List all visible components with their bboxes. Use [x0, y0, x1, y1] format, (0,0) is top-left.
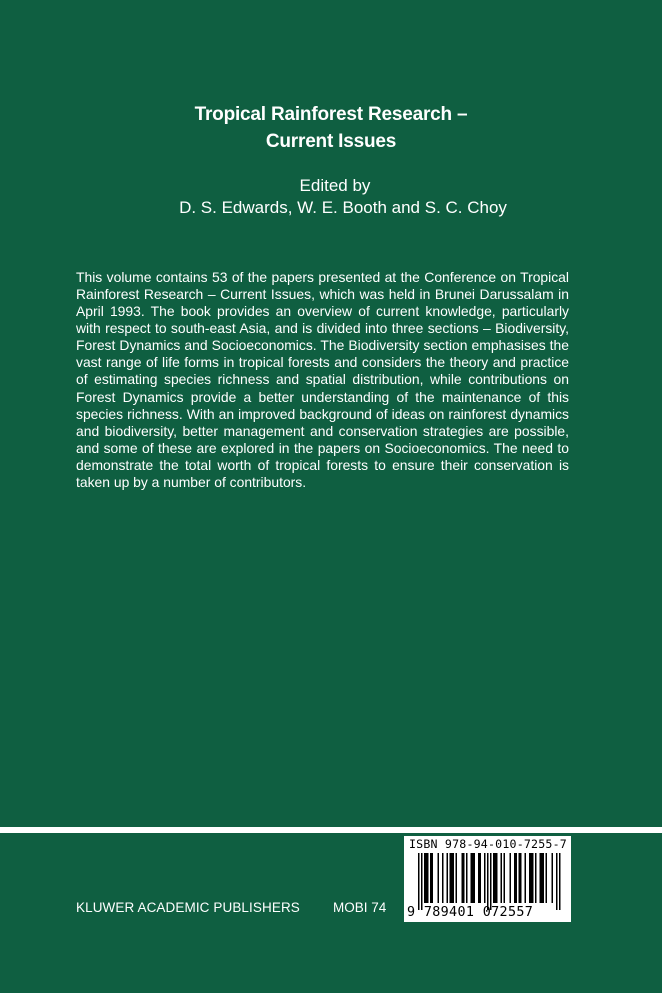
barcode-bar [450, 853, 455, 903]
book-description: This volume contains 53 of the papers presented at the Conference on Tropical Rainforest Research – Current Issues, which was held in Brunei Darussalam in April 1993. The book provides an overview of current knowledge, particularly with respect to south-east Asia, and is divided into three sections – Biodiversity, Forest Dynamics and Socioeconomics. The Biodiversity section emphasises the vast range of life forms in tropical forests and considers the theory and practice of estimating species richness and spatial distribution, while contributions on Forest Dynamics provide a better understanding of the maintenance of this species richness. With an improved background of ideas on rainforest dynamics and biodiversity, better management and conservation strategies are possible, and some of these are explored in the papers on Socioeconomics. The need to demonstrate the total worth of tropical forests to ensure their conservation is taken up by a number of contributors. [76, 268, 569, 491]
barcode-bar [501, 853, 503, 903]
editor-names: D. S. Edwards, W. E. Booth and S. C. Choy [179, 198, 507, 217]
barcode-guard-bar [490, 853, 492, 910]
barcode-bar [471, 853, 476, 903]
ean-digits: 9 789401 072557 [407, 905, 534, 920]
barcode-bar [519, 853, 522, 903]
barcode-bar [525, 853, 527, 903]
barcode-bar [529, 853, 534, 903]
barcode-bar [546, 853, 548, 903]
barcode-guard-bar [556, 853, 558, 910]
series-code: MOBI 74 [333, 900, 387, 915]
barcode-bar [540, 853, 545, 903]
publisher-name: KLUWER ACADEMIC PUBLISHERS [76, 900, 300, 915]
isbn-barcode [404, 836, 571, 922]
editors-block [0, 175, 662, 219]
edited-by-label: Edited by [299, 176, 371, 195]
book-title-line-2: Current Issues [265, 131, 397, 152]
barcode-guard-bar [421, 853, 423, 910]
barcode-bar [535, 853, 537, 903]
barcode-bar [424, 853, 429, 903]
barcode-bar [438, 853, 440, 903]
barcode-bar [493, 853, 498, 903]
book-title-line-1: Tropical Rainforest Research – [194, 104, 468, 125]
divider-rule [0, 827, 662, 833]
isbn-label: ISBN 978-94-010-7255-7 [409, 837, 567, 851]
barcode-bar [430, 853, 433, 903]
barcode-guard-bar [559, 853, 561, 910]
barcode-bar [484, 853, 486, 903]
barcode-bar [514, 853, 517, 903]
barcode-bar [478, 853, 481, 903]
barcode-guard-bar [487, 853, 489, 910]
barcode-bar [462, 853, 465, 903]
barcode-guard-bar [418, 853, 420, 910]
barcode-bar [510, 853, 512, 903]
barcode-bar [456, 853, 458, 903]
barcode-bar [442, 853, 444, 903]
barcode-bar [504, 853, 506, 903]
barcode-bar [447, 853, 449, 903]
barcode-bar [466, 853, 468, 903]
book-title [0, 101, 662, 155]
barcode-bar [552, 853, 554, 903]
